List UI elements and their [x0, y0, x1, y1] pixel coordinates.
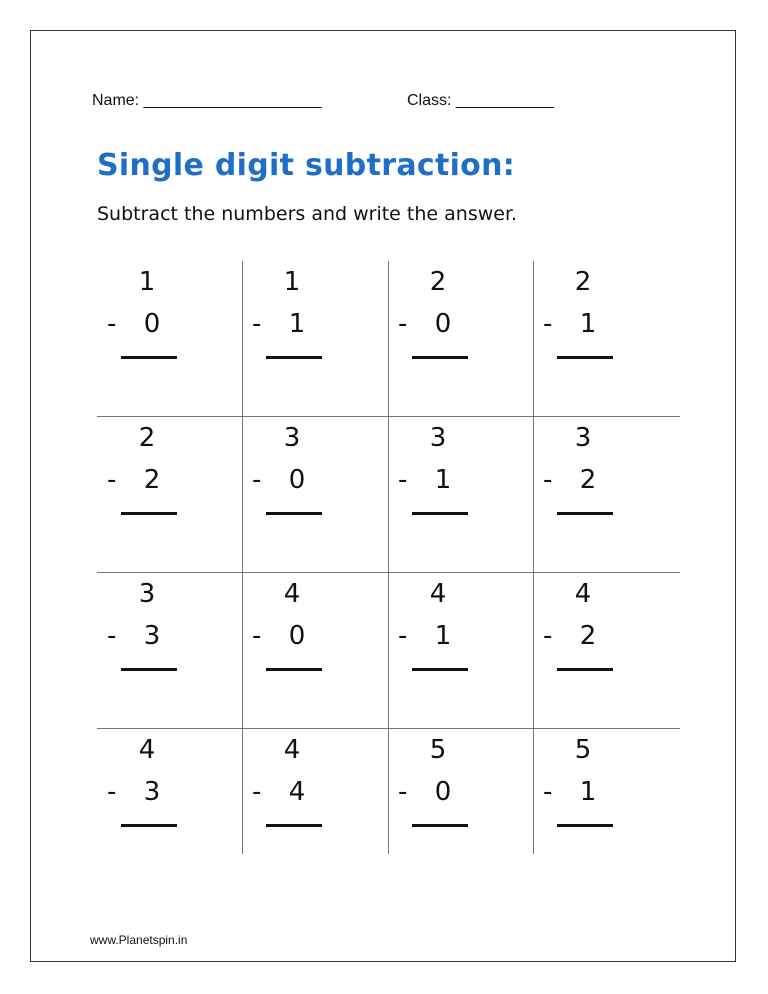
minus-sign: -	[398, 465, 408, 495]
minuend: 2	[574, 267, 592, 297]
minuend: 4	[283, 579, 301, 609]
minus-sign: -	[543, 777, 553, 807]
minus-sign: -	[252, 621, 262, 651]
subtraction-problem	[250, 417, 360, 537]
answer-line[interactable]	[121, 512, 177, 515]
minuend: 2	[429, 267, 447, 297]
minus-sign: -	[107, 309, 117, 339]
answer-line[interactable]	[121, 356, 177, 359]
answer-line[interactable]	[266, 668, 322, 671]
answer-line[interactable]	[121, 824, 177, 827]
minus-sign: -	[398, 777, 408, 807]
answer-line[interactable]	[266, 824, 322, 827]
answer-line[interactable]	[412, 824, 468, 827]
subtraction-problem	[396, 417, 506, 537]
subtraction-problem	[541, 261, 651, 381]
minus-sign: -	[252, 465, 262, 495]
subtrahend: 1	[288, 309, 306, 339]
minus-sign: -	[252, 777, 262, 807]
subtrahend: 0	[288, 621, 306, 651]
minuend: 2	[138, 423, 156, 453]
answer-line[interactable]	[266, 356, 322, 359]
subtrahend: 1	[579, 777, 597, 807]
subtrahend: 3	[143, 777, 161, 807]
subtraction-problem	[250, 729, 360, 849]
subtrahend: 2	[579, 621, 597, 651]
subtrahend: 1	[434, 465, 452, 495]
answer-line[interactable]	[266, 512, 322, 515]
grid-divider-vertical	[242, 261, 243, 854]
subtrahend: 0	[434, 777, 452, 807]
subtrahend: 1	[434, 621, 452, 651]
minuend: 3	[574, 423, 592, 453]
subtrahend: 0	[434, 309, 452, 339]
subtraction-problem	[250, 573, 360, 693]
subtrahend: 1	[579, 309, 597, 339]
subtraction-problem	[541, 417, 651, 537]
minus-sign: -	[107, 465, 117, 495]
answer-line[interactable]	[557, 512, 613, 515]
minuend: 4	[283, 735, 301, 765]
worksheet-title: Single digit subtraction:	[97, 148, 516, 183]
subtraction-problem	[541, 573, 651, 693]
answer-line[interactable]	[557, 668, 613, 671]
answer-line[interactable]	[121, 668, 177, 671]
subtrahend: 0	[143, 309, 161, 339]
grid-divider-vertical	[533, 261, 534, 854]
minus-sign: -	[107, 621, 117, 651]
subtraction-problem	[105, 729, 215, 849]
minus-sign: -	[543, 465, 553, 495]
grid-divider-vertical	[388, 261, 389, 854]
subtraction-problem	[396, 573, 506, 693]
minuend: 4	[429, 579, 447, 609]
answer-line[interactable]	[412, 512, 468, 515]
subtrahend: 3	[143, 621, 161, 651]
minus-sign: -	[252, 309, 262, 339]
subtraction-problem	[541, 729, 651, 849]
subtrahend: 0	[288, 465, 306, 495]
subtraction-problem	[396, 261, 506, 381]
minuend: 4	[138, 735, 156, 765]
subtrahend: 2	[143, 465, 161, 495]
subtrahend: 2	[579, 465, 597, 495]
answer-line[interactable]	[412, 668, 468, 671]
name-field-label: Name: ____________________	[92, 92, 322, 109]
class-field-label: Class: ___________	[407, 92, 554, 109]
minuend: 5	[574, 735, 592, 765]
minus-sign: -	[543, 621, 553, 651]
minus-sign: -	[398, 309, 408, 339]
minus-sign: -	[398, 621, 408, 651]
minus-sign: -	[107, 777, 117, 807]
answer-line[interactable]	[412, 356, 468, 359]
minuend: 1	[138, 267, 156, 297]
subtraction-problem	[250, 261, 360, 381]
worksheet-instruction: Subtract the numbers and write the answer.	[97, 203, 518, 225]
minuend: 3	[429, 423, 447, 453]
subtraction-problem	[105, 573, 215, 693]
minus-sign: -	[543, 309, 553, 339]
subtraction-problem	[105, 417, 215, 537]
answer-line[interactable]	[557, 824, 613, 827]
footer-website: www.Planetspin.in	[90, 933, 188, 947]
subtraction-problem	[396, 729, 506, 849]
subtrahend: 4	[288, 777, 306, 807]
answer-line[interactable]	[557, 356, 613, 359]
minuend: 1	[283, 267, 301, 297]
minuend: 5	[429, 735, 447, 765]
minuend: 3	[138, 579, 156, 609]
minuend: 3	[283, 423, 301, 453]
minuend: 4	[574, 579, 592, 609]
subtraction-problem	[105, 261, 215, 381]
problem-grid	[97, 261, 680, 854]
